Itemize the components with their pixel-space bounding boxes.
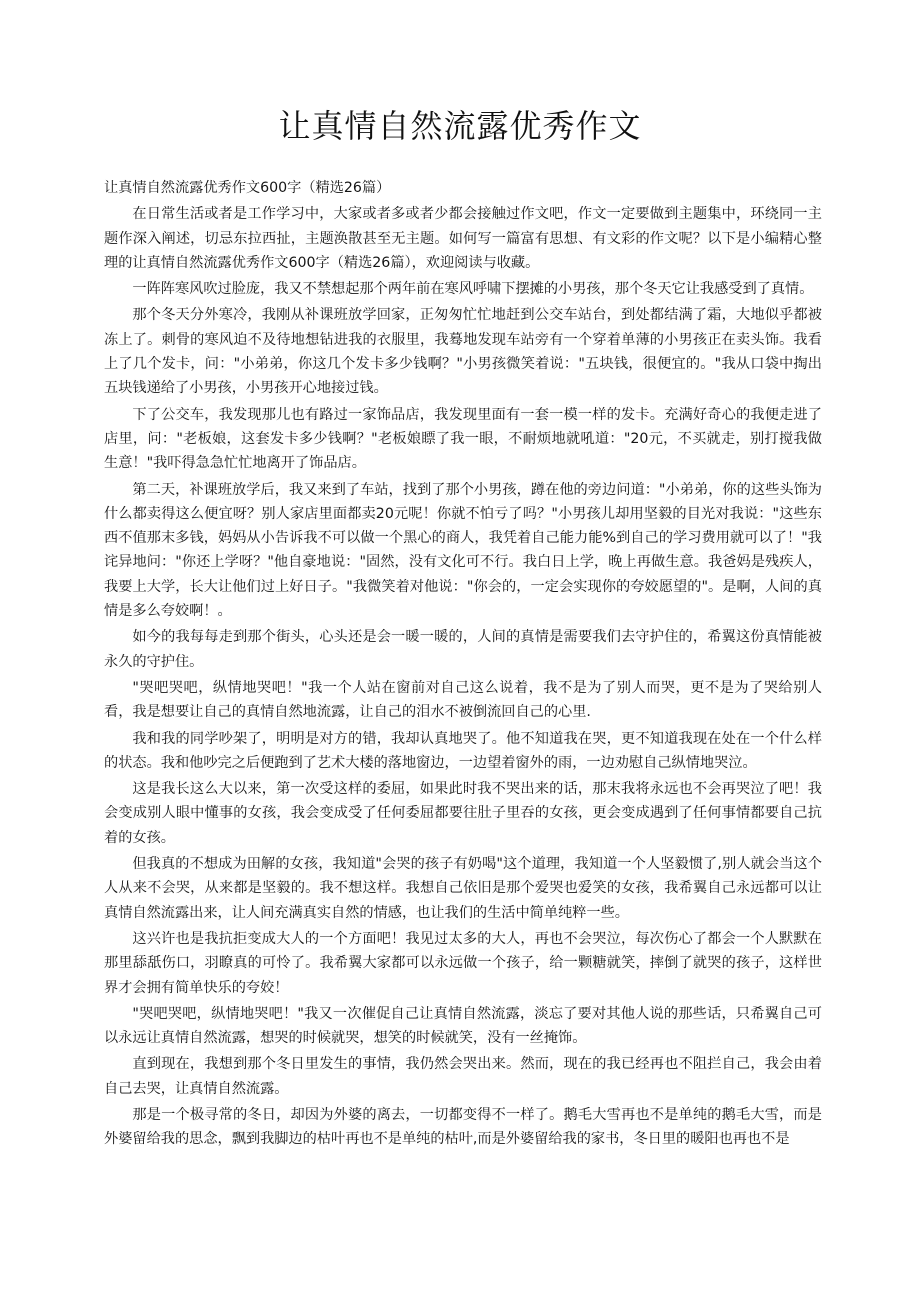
paragraph: 但我真的不想成为田解的女孩，我知道"会哭的孩子有奶喝"这个道理，我知道一个人坚毅惯了,别人就会当这个人从来不会哭，从来都是坚毅的。我不想这样。我想自己依旧是那个爱哭也爱笑的女孩，我希翼自己永远都可以让真情自然流露出来，让人间充满真实自然的情感，也让我们的生活中简单纯粹一些。 [104,856,822,921]
paragraph: 直到现在，我想到那个冬日里发生的事情，我仍然会哭出来。然而，现在的我已经再也不阻拦自己，我会由着自己去哭，让真情自然流露。 [104,1056,822,1097]
paragraph: "哭吧哭吧，纵情地哭吧！"我又一次催促自己让真情自然流露，淡忘了要对其他人说的那些话，只希翼自己可以永远让真情自然流露，想哭的时候就哭，想笑的时候就笑，没有一丝掩饰。 [104,1005,822,1047]
paragraph: 一阵阵寒风吹过脸庞，我又不禁想起那个两年前在寒风呼啸下摆摊的小男孩，那个冬天它让我感受到了真情。 [132,281,814,298]
paragraph: 下了公交车，我发现那儿也有路过一家饰品店，我发现里面有一套一模一样的发卡。充满好奇心的我便走进了店里，问："老板娘，这套发卡多少钱啊？"老板娘瞟了我一眼，不耐烦地就吼道："20元，不买就走，别打搅我做生意！"我吓得急急忙忙地离开了饰品店。 [104,406,822,472]
paragraph: 那是一个极寻常的冬日，却因为外婆的离去，一切都变得不一样了。鹅毛大雪再也不是单纯的鹅毛大雪，而是外婆留给我的思念，飘到我脚边的枯叶再也不是单纯的枯叶,而是外婆留给我的家书，冬日里的暖阳也再也不是 [104,1106,822,1148]
document-body [104,176,822,1154]
paragraph: 我和我的同学吵架了，明明是对方的错，我却认真地哭了。他不知道我在哭，更不知道我现在处在一个什么样的状态。我和他吵完之后便跑到了艺术大楼的落地窗边，一边望着窗外的雨，一边劝慰自己纵情地哭泣。 [104,730,822,771]
paragraph: 第二天，补课班放学后，我又来到了车站，找到了那个小男孩，蹲在他的旁边问道："小弟弟，你的这些头饰为什么都卖得这么便宜呀？别人家店里面都卖20元呢！你就不怕亏了吗？"小男孩儿却用坚毅的目光对我说："这些东西不值那末多钱，妈妈从小告诉我不可以做一个黑心的商人，我凭着自己能力能%到自己的学习费用就可以了！"我诧异地问："你还上学呀？"他自豪地说："固然，没有文化可不行。我白日上学，晚上再做生意。我爸妈是残疾人，我要上大学，长大让他们过上好日子。"我微笑着对他说："你会的，一定会实现你的夸姣愿望的"。是啊，人间的真情是多么夸姣啊！。 [104,481,822,620]
paragraph-intro: 在日常生活或者是工作学习中，大家或者多或者少都会接触过作文吧，作文一定要做到主题集中，环绕同一主题作深入阐述，切忌东拉西扯，主题涣散甚至无主题。如何写一篇富有思想、有文彩的作文呢？以下是小编精心整理的让真情自然流露优秀作文600字（精选26篇），欢迎阅读与收藏。 [104,206,822,271]
paragraph: 这兴许也是我抗拒变成大人的一个方面吧！我见过太多的大人，再也不会哭泣，每次伤心了都会一个人默默在那里舔舐伤口，羽瞭真的可怜了。我希翼大家都可以永远做一个孩子，给一颗糖就笑，摔倒了就哭的孩子，这样世界才会拥有简单快乐的夸姣！ [104,930,822,996]
paragraph: 如今的我每每走到那个街头，心头还是会一暖一暖的，人间的真情是需要我们去守护住的，希翼这份真情能被永久的守护住。 [104,629,822,670]
paragraph: 那个冬天分外寒冷，我刚从补课班放学回家，正匆匆忙忙地赶到公交车站台，到处都结满了霜，大地似乎都被冻上了。刺骨的寒风迫不及待地想钻进我的衣服里，我蓦地发现车站旁有一个穿着单薄的小男孩正在卖头饰。我看上了几个发卡，问："小弟弟，你这几个发卡多少钱啊？"小男孩微笑着说："五块钱，很便宜的。"我从口袋中掏出五块钱递给了小男孩，小男孩开心地接过钱。 [104,307,822,397]
document-subtitle: 让真情自然流露优秀作文600字（精选26篇） [104,180,391,196]
paragraph: 这是我长这么大以来，第一次受这样的委屈，如果此时我不哭出来的话，那末我将永远也不会再哭泣了吧！我会变成别人眼中懂事的女孩，我会变成受了任何委屈都要往肚子里吞的女孩，更会变成遇到了任何事情都要自己抗着的女孩。 [104,781,822,846]
document-title: 让真情自然流露优秀作文 [278,107,642,145]
paragraph: "哭吧哭吧，纵情地哭吧！"我一个人站在窗前对自己这么说着，我不是为了别人而哭，更不是为了哭给别人看，我是想要让自己的真情自然地流露，让自己的泪水不被倒流回自己的心里. [104,679,822,721]
